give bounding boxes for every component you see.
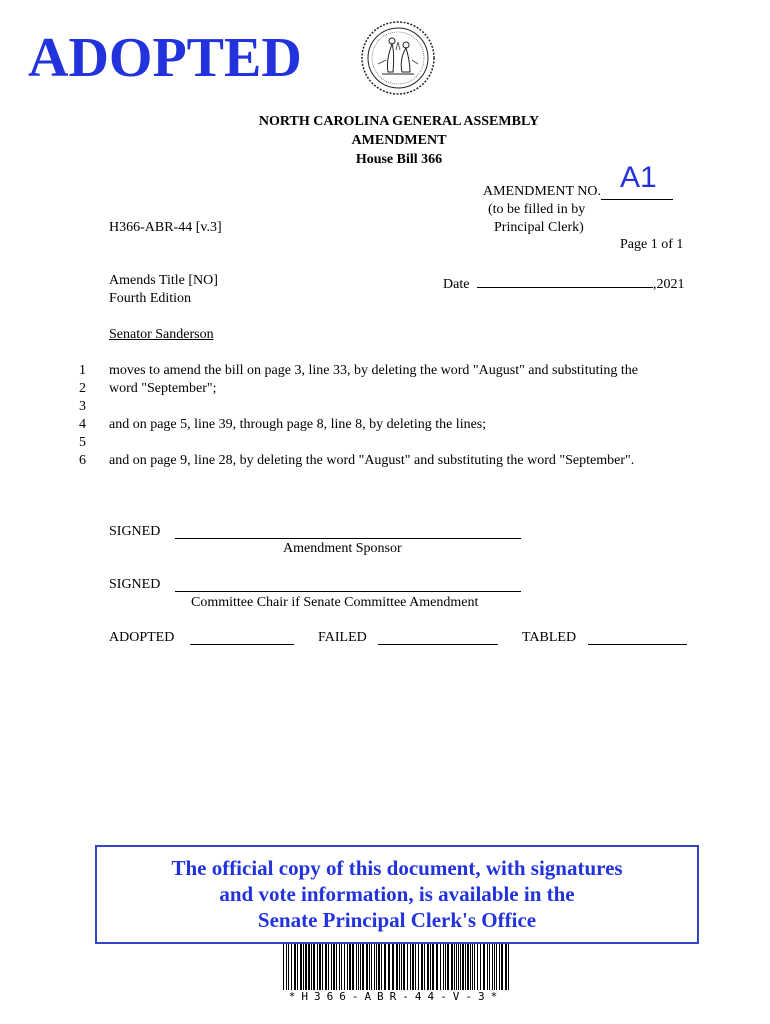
assembly-heading: NORTH CAROLINA GENERAL ASSEMBLY bbox=[258, 114, 540, 129]
line-number: 4 bbox=[79, 417, 86, 432]
failed-label: FAILED bbox=[318, 630, 367, 645]
date-year: ,2021 bbox=[652, 277, 685, 292]
notice-line2: and vote information, is available in the bbox=[219, 882, 575, 906]
signed-chair-label: SIGNED bbox=[109, 577, 161, 592]
chair-signature-line bbox=[175, 591, 521, 592]
date-label: Date bbox=[443, 277, 470, 292]
amendment-no-note1: (to be filled in by bbox=[488, 202, 586, 217]
notice-line1: The official copy of this document, with signatures bbox=[171, 856, 623, 880]
line-number: 3 bbox=[79, 399, 86, 414]
body-line: and on page 9, line 28, by deleting the word "August" and substituting the word "September". bbox=[109, 453, 635, 468]
nc-state-seal-icon bbox=[360, 20, 436, 96]
amends-title: Amends Title [NO] bbox=[109, 273, 218, 288]
barcode-text: *H366-ABR-44-V-3* bbox=[288, 990, 504, 1003]
official-copy-notice bbox=[95, 845, 699, 944]
amendment-no-label: AMENDMENT NO. bbox=[483, 184, 601, 199]
bill-heading: House Bill 366 bbox=[355, 152, 443, 167]
body-line: and on page 5, line 39, through page 8, line 8, by deleting the lines; bbox=[109, 417, 487, 432]
adopted-line bbox=[190, 644, 294, 645]
line-number: 6 bbox=[79, 453, 86, 468]
chair-caption: Committee Chair if Senate Committee Amendment bbox=[191, 595, 479, 610]
date-line bbox=[477, 273, 653, 288]
amendment-no-value: A1 bbox=[620, 161, 657, 194]
sponsor-caption: Amendment Sponsor bbox=[283, 541, 402, 556]
amendment-no-note2: Principal Clerk) bbox=[494, 220, 584, 235]
body-line: word "September"; bbox=[109, 381, 217, 396]
adopted-stamp: ADOPTED bbox=[28, 27, 302, 89]
body-line: moves to amend the bill on page 3, line 33, by deleting the word "August" and substituting the bbox=[109, 363, 638, 378]
failed-line bbox=[378, 644, 498, 645]
barcode-icon bbox=[281, 944, 511, 990]
senator-name: Senator Sanderson bbox=[109, 327, 214, 342]
tabled-label: TABLED bbox=[522, 630, 577, 645]
signed-sponsor-label: SIGNED bbox=[109, 524, 161, 539]
page-number: Page 1 of 1 bbox=[620, 237, 684, 252]
edition: Fourth Edition bbox=[109, 291, 192, 306]
line-number: 1 bbox=[79, 363, 86, 378]
tabled-line bbox=[588, 644, 687, 645]
sponsor-signature-line bbox=[175, 538, 521, 539]
document-type-heading: AMENDMENT bbox=[351, 133, 447, 148]
adopted-label: ADOPTED bbox=[109, 630, 175, 645]
line-number: 2 bbox=[79, 381, 86, 396]
date-field bbox=[443, 273, 684, 293]
bill-code: H366-ABR-44 [v.3] bbox=[109, 220, 222, 235]
line-number: 5 bbox=[79, 435, 86, 450]
notice-line3: Senate Principal Clerk's Office bbox=[257, 908, 537, 932]
